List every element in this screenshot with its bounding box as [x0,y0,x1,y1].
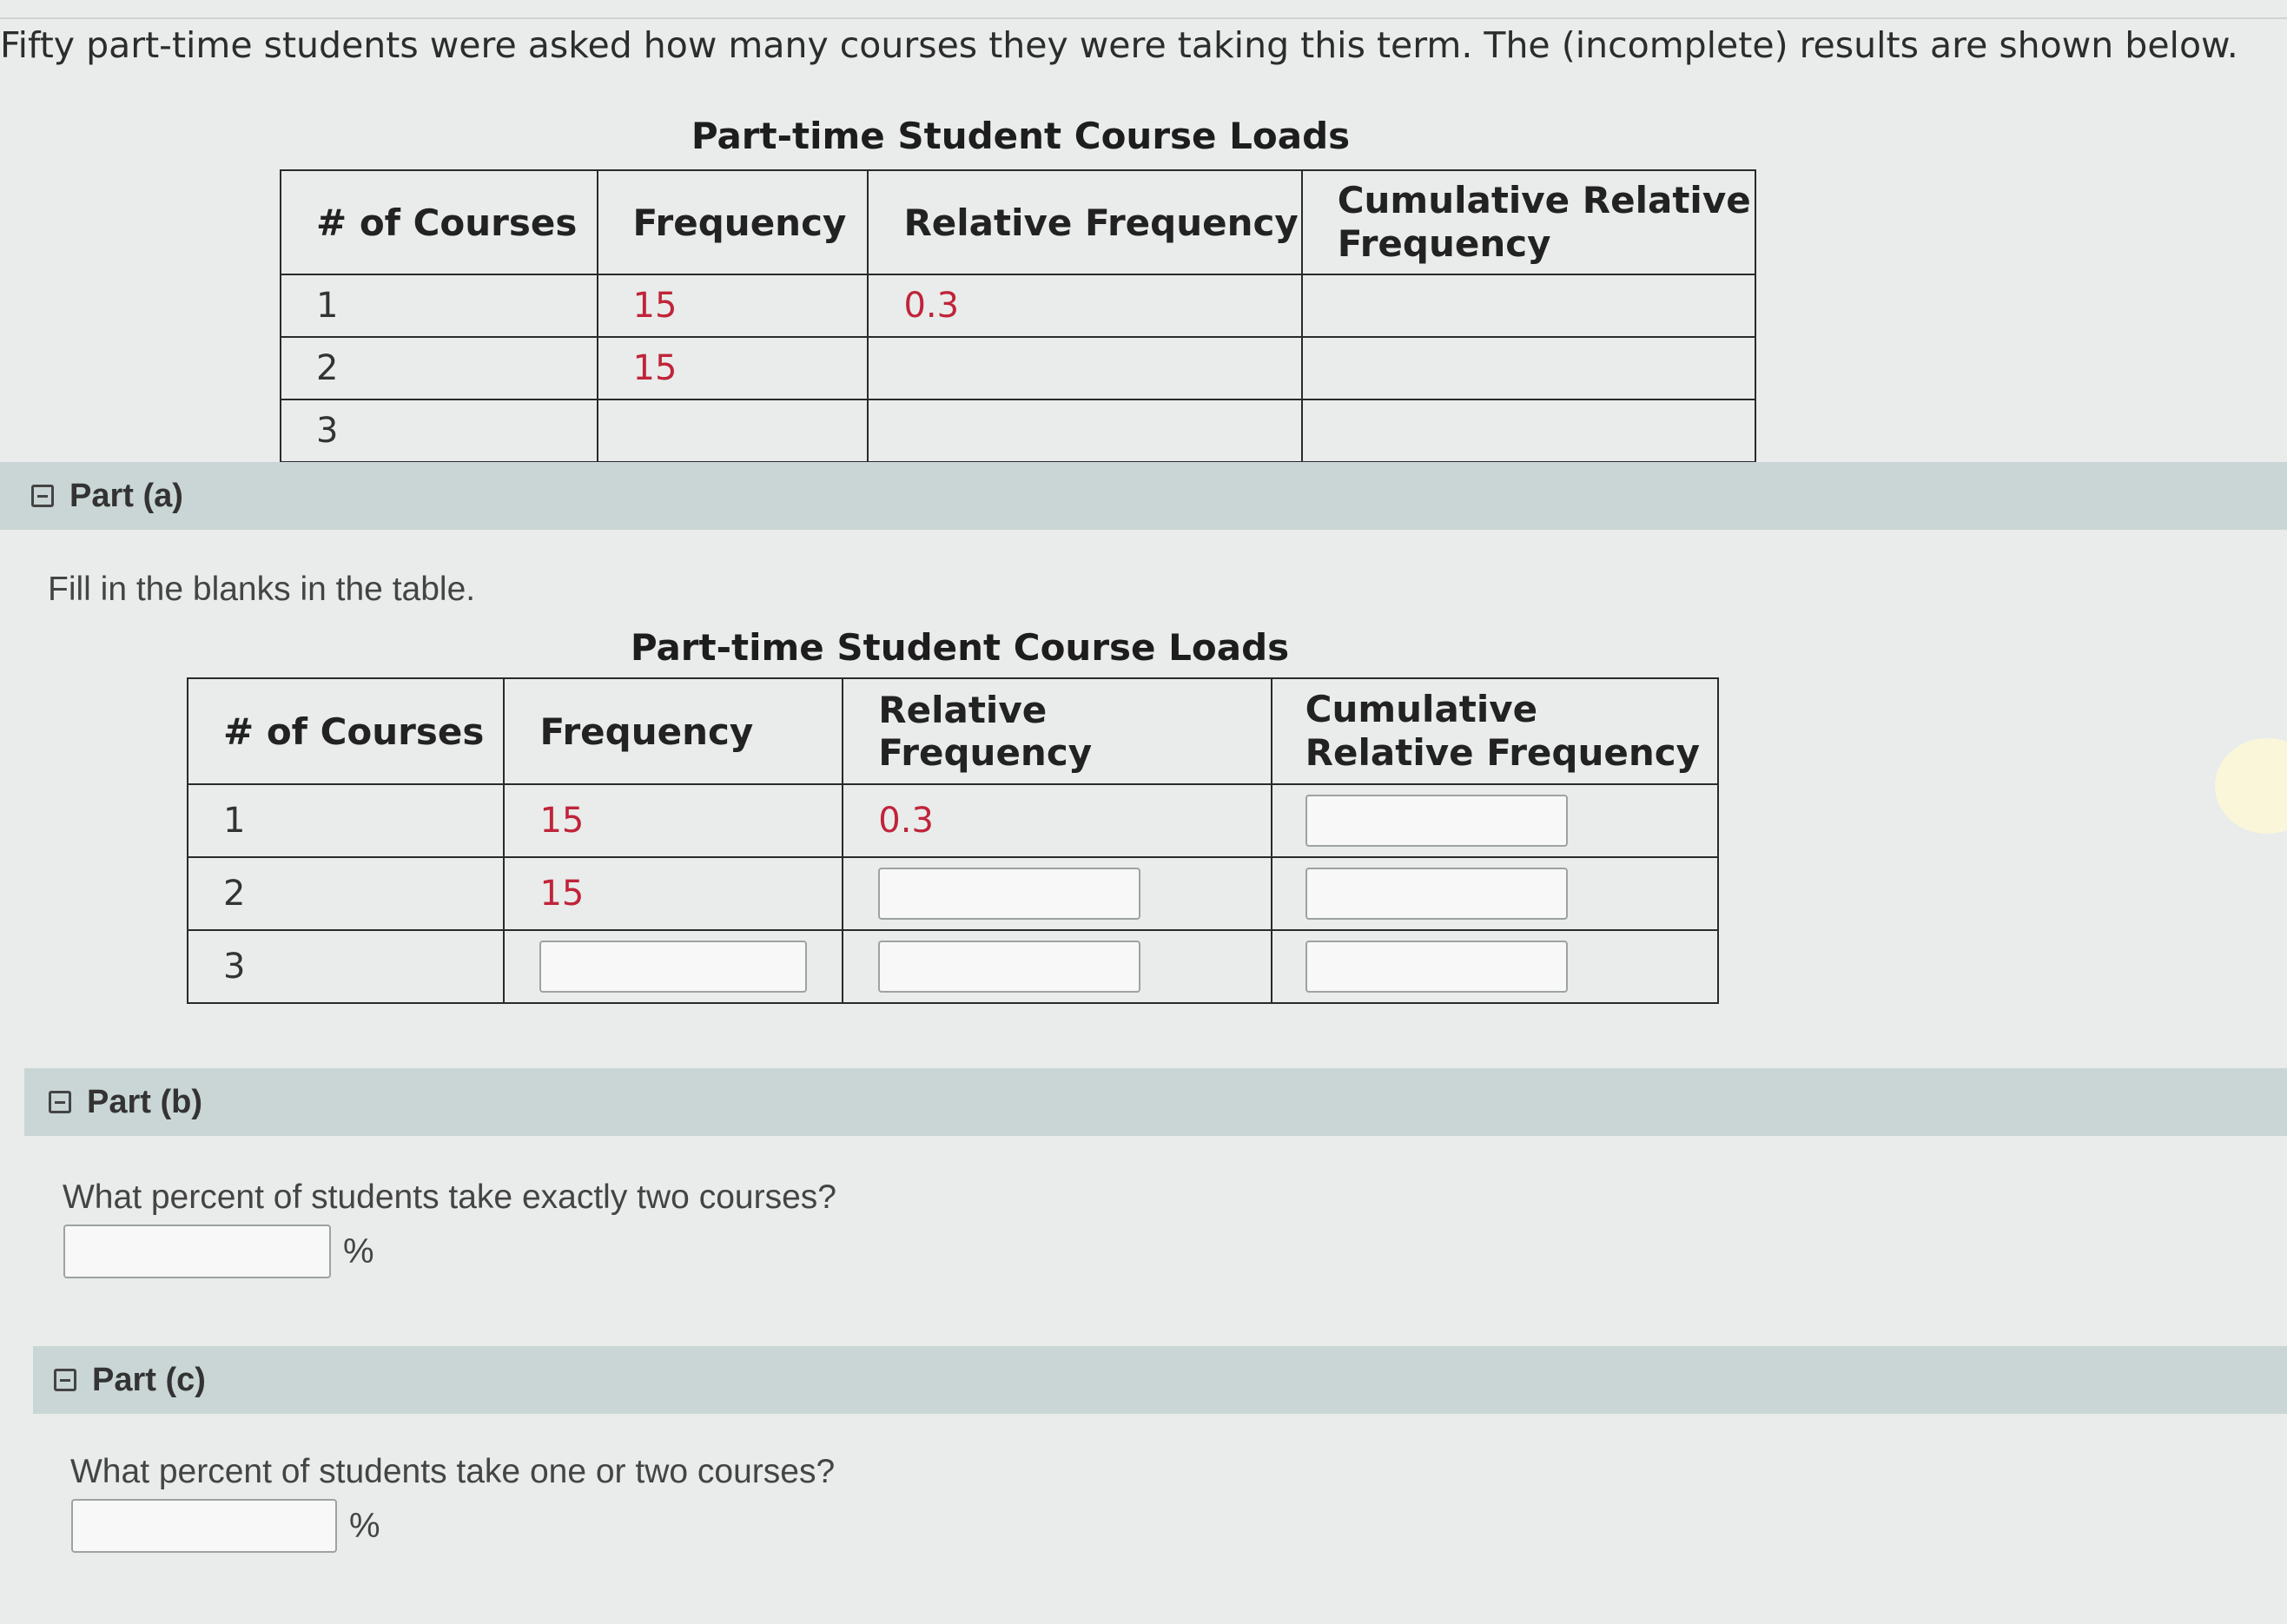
relative-frequency-cell: 0.3 [843,784,1271,857]
courses-cell: 3 [188,930,504,1003]
part-b-label: Part (b) [87,1083,202,1120]
part-c-question: What percent of students take one or two courses? [70,1453,836,1490]
part-c-answer-input[interactable] [71,1499,337,1553]
frequency-input-row-3[interactable] [539,941,807,993]
part-a-header[interactable] [0,462,2287,530]
percent-unit: % [349,1506,380,1545]
table-row [188,784,1718,857]
frequency-cell: 15 [598,274,869,337]
table-row [188,930,1718,1003]
relative-frequency-input-row-2[interactable] [878,868,1140,920]
frequency-cell: 15 [598,337,869,399]
cumulative-cell [1272,930,1718,1003]
frequency-cell [504,930,843,1003]
cumulative-input-row-1[interactable] [1305,795,1568,847]
cumulative-input-row-2[interactable] [1305,868,1568,920]
relative-frequency-cell [868,399,1301,462]
part-c-header[interactable] [33,1346,2287,1414]
table-row [188,857,1718,930]
frequency-cell [598,399,869,462]
light-glare [2215,738,2287,834]
courses-cell: 1 [188,784,504,857]
collapse-icon[interactable] [31,485,54,507]
courses-cell: 1 [281,274,598,337]
relative-frequency-cell [868,337,1301,399]
frequency-cell: 15 [504,857,843,930]
problem-intro: Fifty part-time students were asked how many courses they were taking this term. The (incomplete) results are shown below. [0,24,2238,66]
column-header: Cumulative Relative Frequency [1272,678,1718,784]
courses-cell: 2 [188,857,504,930]
part-a-instruction: Fill in the blanks in the table. [48,571,476,608]
reference-table [280,169,1756,463]
reference-table-title: Part-time Student Course Loads [691,115,1351,157]
courses-cell: 3 [281,399,598,462]
column-header: # of Courses [281,170,598,274]
courses-cell: 2 [281,337,598,399]
part-c-label: Part (c) [92,1361,206,1398]
relative-frequency-cell [843,930,1271,1003]
relative-frequency-input-row-3[interactable] [878,941,1140,993]
column-header: Frequency [504,678,843,784]
part-b-answer-row [63,1225,374,1278]
column-header: Frequency [598,170,869,274]
part-a-label: Part (a) [69,477,183,514]
cumulative-cell [1302,399,1755,462]
table-row [281,337,1755,399]
percent-unit: % [343,1231,374,1271]
relative-frequency-cell: 0.3 [868,274,1301,337]
part-b-answer-input[interactable] [63,1225,331,1278]
cumulative-cell [1272,784,1718,857]
column-header: Cumulative Relative Frequency [1302,170,1755,274]
column-header: # of Courses [188,678,504,784]
cumulative-input-row-3[interactable] [1305,941,1568,993]
collapse-icon[interactable] [49,1091,71,1113]
part-b-question: What percent of students take exactly two courses? [63,1178,836,1216]
part-c-answer-row [71,1499,380,1553]
frequency-cell: 15 [504,784,843,857]
column-header: Relative Frequency [868,170,1301,274]
cumulative-cell [1302,274,1755,337]
cumulative-cell [1302,337,1755,399]
cumulative-cell [1272,857,1718,930]
table-row [281,399,1755,462]
divider [0,17,2287,19]
column-header: Relative Frequency [843,678,1271,784]
part-a-table-title: Part-time Student Course Loads [630,626,1290,669]
table-row [281,274,1755,337]
collapse-icon[interactable] [54,1369,76,1391]
relative-frequency-cell [843,857,1271,930]
part-b-header[interactable] [24,1068,2287,1136]
part-a-table [187,677,1719,1004]
